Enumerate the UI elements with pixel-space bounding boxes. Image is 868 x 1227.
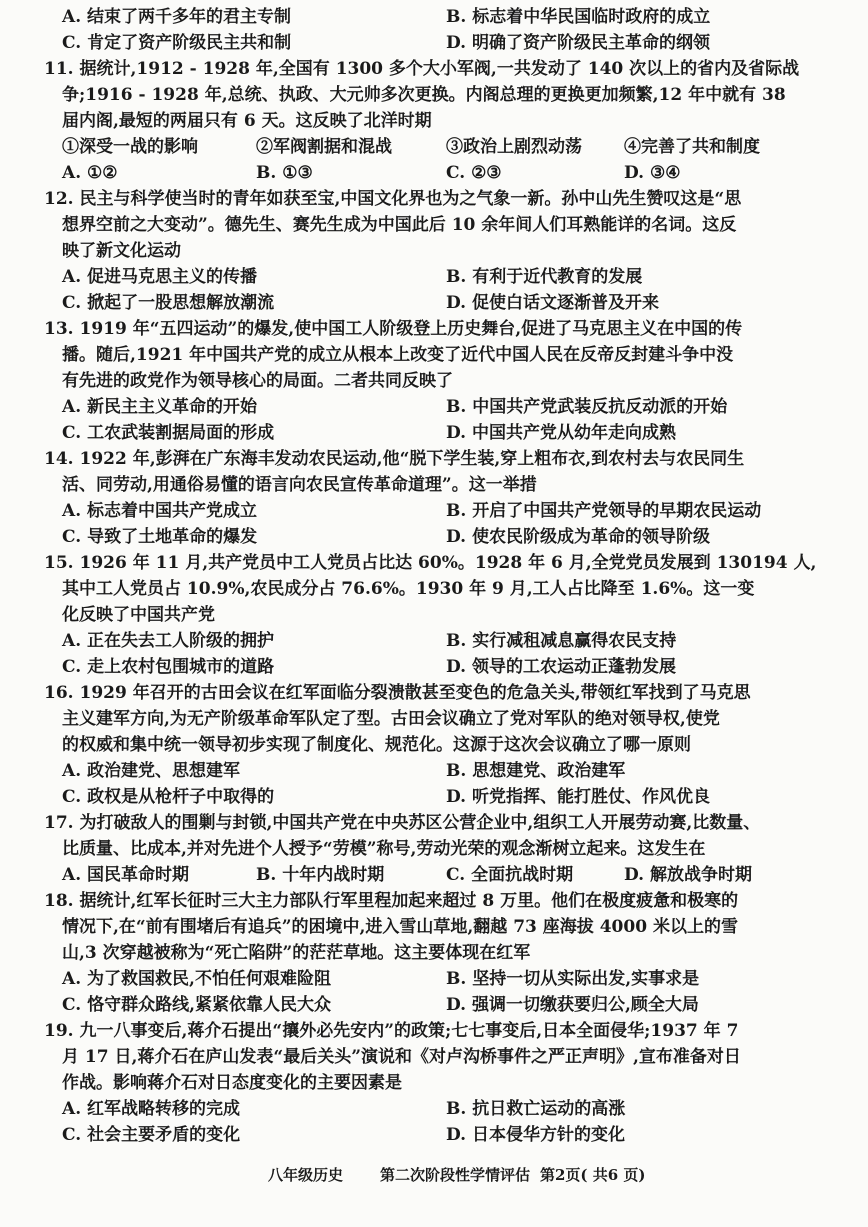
question-text-line: 的权威和集中统一领导初步实现了制度化、规范化。这源于这次会议确立了哪一原则 (62, 735, 691, 755)
option-line (0, 784, 868, 810)
option-c: C. 恪守群众路线,紧紧依靠人民大众 (62, 995, 331, 1015)
option-d: D. 明确了资产阶级民主革命的纲领 (446, 33, 710, 53)
question-text-line: 有先进的政党作为领导核心的局面。二者共同反映了 (62, 371, 453, 391)
option-b: B. 开启了中国共产党领导的早期农民运动 (446, 501, 762, 521)
question-text-line: 想界空前之大变动”。德先生、赛先生成为中国此后 10 余年间人们耳熟能详的名词。这反 (62, 215, 737, 235)
option-line (0, 290, 868, 316)
option-c: C. 走上农村包围城市的道路 (62, 657, 275, 677)
option-d: D. ③④ (624, 163, 681, 183)
option-line (0, 966, 868, 992)
option-line (0, 4, 868, 30)
option-c: C. 全面抗战时期 (446, 865, 574, 885)
question-text-line: 情况下,在“前有围堵后有追兵”的困境中,进入雪山草地,翻越 73 座海拔 4000 米以上的雪 (62, 917, 738, 937)
option-a: A. 标志着中国共产党成立 (62, 501, 258, 521)
option-d: D. 促使白话文逐渐普及开来 (446, 293, 659, 313)
question-text-line: 届内阁,最短的两届只有 6 天。这反映了北洋时期 (62, 111, 432, 131)
question-text-line: 作战。影响蒋介石对日态度变化的主要因素是 (62, 1073, 402, 1093)
question-text-line: 主义建军方向,为无产阶级革命军队定了型。古田会议确立了党对军队的绝对领导权,使党 (62, 709, 720, 729)
option-b: B. ①③ (256, 163, 313, 183)
option-c: C. 工农武装割据局面的形成 (62, 423, 275, 443)
option-b: B. 实行减租减息赢得农民支持 (446, 631, 677, 651)
option-b: B. 中国共产党武装反抗反动派的开始 (446, 397, 728, 417)
question-13-stem: 13. 1919 年“五四运动”的爆发,使中国工人阶级登上历史舞台,促进了马克思主义在中国的传 (44, 319, 743, 339)
question-text-line: 争;1916 - 1928 年,总统、执政、大元帅多次更换。内阁总理的更换更加频繁,12 年中就有 38 (62, 85, 786, 105)
option-line (0, 264, 868, 290)
option-line (0, 160, 868, 186)
question-text-line: 月 17 日,蒋介石在庐山发表“最后关头”演说和《对卢沟桥事件之严正声明》,宣布准备对日 (62, 1047, 741, 1067)
option-line (0, 30, 868, 56)
option-c: C. ②③ (446, 163, 502, 183)
statement-2: ②军阀割据和混战 (256, 137, 392, 157)
option-b: B. 抗日救亡运动的高涨 (446, 1099, 626, 1119)
option-a: A. 为了救国救民,不怕任何艰难险阻 (62, 969, 331, 989)
option-a: A. 促进马克思主义的传播 (62, 267, 258, 287)
option-line (0, 524, 868, 550)
option-line (0, 498, 868, 524)
option-a: A. 红军战略转移的完成 (62, 1099, 241, 1119)
option-line (0, 758, 868, 784)
option-line (0, 1122, 868, 1148)
option-c: C. 政权是从枪杆子中取得的 (62, 787, 275, 807)
option-b: B. 思想建党、政治建军 (446, 761, 626, 781)
question-text-line: 活、同劳动,用通俗易懂的语言向农民宣传革命道理”。这一举措 (62, 475, 537, 495)
question-12-stem: 12. 民主与科学使当时的青年如获至宝,中国文化界也为之气象一新。孙中山先生赞叹这是“思 (44, 189, 742, 209)
option-b: B. 标志着中华民国临时政府的成立 (446, 7, 711, 27)
option-d: D. 日本侵华方针的变化 (446, 1125, 625, 1145)
question-text-line: 播。随后,1921 年中国共产党的成立从根本上改变了近代中国人民在反帝反封建斗争中没 (62, 345, 734, 365)
option-b: B. 有利于近代教育的发展 (446, 267, 643, 287)
question-16-stem: 16. 1929 年召开的古田会议在红军面临分裂溃散甚至变色的危急关头,带领红军找到了马克思 (44, 683, 751, 703)
option-line (0, 654, 868, 680)
option-d: D. 领导的工农运动正蓬勃发展 (446, 657, 676, 677)
question-18-stem: 18. 据统计,红军长征时三大主力部队行军里程加起来超过 8 万里。他们在极度疲惫和极寒的 (44, 891, 739, 911)
option-c: C. 社会主要矛盾的变化 (62, 1125, 241, 1145)
option-c: C. 导致了土地革命的爆发 (62, 527, 258, 547)
question-text-line: 其中工人党员占 10.9%,农民成分占 76.6%。1930 年 9 月,工人占比降至 1.6%。这一变 (62, 579, 755, 599)
option-d: D. 中国共产党从幼年走向成熟 (446, 423, 676, 443)
statement-3: ③政治上剧烈动荡 (446, 137, 582, 157)
statement-line (0, 134, 868, 160)
question-text-line: 映了新文化运动 (62, 241, 181, 261)
question-14-stem: 14. 1922 年,彭湃在广东海丰发动农民运动,他“脱下学生装,穿上粗布衣,到农村去与农民同生 (44, 449, 745, 469)
option-line (0, 992, 868, 1018)
option-d: D. 听党指挥、能打胜仗、作风优良 (446, 787, 710, 807)
option-line (0, 1096, 868, 1122)
option-line (0, 628, 868, 654)
option-a: A. 新民主主义革命的开始 (62, 397, 258, 417)
option-b: B. 坚持一切从实际出发,实事求是 (446, 969, 700, 989)
footer-subject: 八年级历史 (268, 1166, 344, 1184)
question-15-stem: 15. 1926 年 11 月,共产党员中工人党员占比达 60%。1928 年 6 月,全党党员发展到 130194 人, (44, 553, 817, 573)
option-a: A. ①② (62, 163, 118, 183)
question-17-stem: 17. 为打破敌人的围剿与封锁,中国共产党在中央苏区公营企业中,组织工人开展劳动赛,比数量、 (44, 813, 761, 833)
question-text-line: 比质量、比成本,并对先进个人授予“劳模”称号,劳动光荣的观念渐树立起来。这发生在 (62, 839, 706, 859)
option-d: D. 解放战争时期 (624, 865, 752, 885)
option-b: B. 十年内战时期 (256, 865, 385, 885)
footer-exam-title: 第二次阶段性学情评估 (380, 1166, 531, 1184)
option-a: A. 国民革命时期 (62, 865, 190, 885)
option-d: D. 强调一切缴获要归公,顾全大局 (446, 995, 699, 1015)
option-c: C. 肯定了资产阶级民主共和制 (62, 33, 292, 53)
footer-page-number: 第2页( 共6 页) (540, 1166, 646, 1184)
question-11-stem: 11. 据统计,1912 - 1928 年,全国有 1300 多个大小军阀,一共发动了 140 次以上的省内及省际战 (44, 59, 800, 79)
option-c: C. 掀起了一股思想解放潮流 (62, 293, 275, 313)
statement-4: ④完善了共和制度 (624, 137, 760, 157)
question-text-line: 化反映了中国共产党 (62, 605, 215, 625)
option-line (0, 862, 868, 888)
option-line (0, 394, 868, 420)
option-d: D. 使农民阶级成为革命的领导阶级 (446, 527, 710, 547)
option-line (0, 420, 868, 446)
statement-1: ①深受一战的影响 (62, 137, 198, 157)
question-19-stem: 19. 九一八事变后,蒋介石提出“攘外必先安内”的政策;七七事变后,日本全面侵华;1937 年 7 (44, 1021, 739, 1041)
page-footer (0, 1162, 868, 1188)
question-text-line: 山,3 次穿越被称为“死亡陷阱”的茫茫草地。这主要体现在红军 (62, 943, 531, 963)
option-a: A. 政治建党、思想建军 (62, 761, 241, 781)
option-a: A. 正在失去工人阶级的拥护 (62, 631, 275, 651)
option-a: A. 结束了两千多年的君主专制 (62, 7, 292, 27)
